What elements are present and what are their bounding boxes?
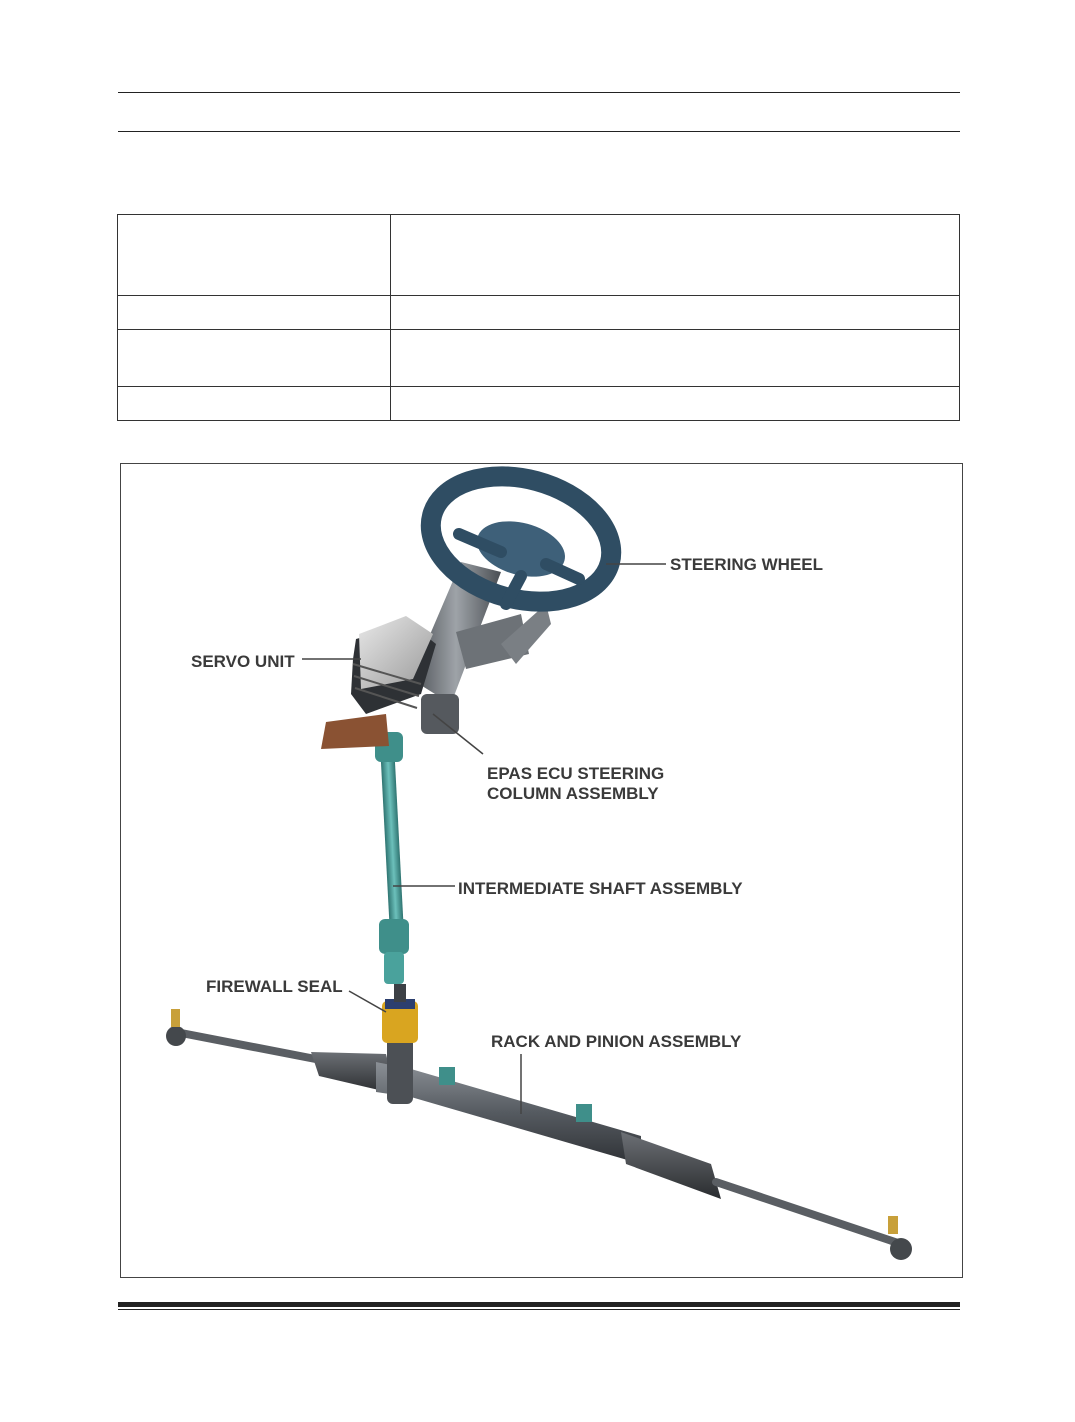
table-cell bbox=[118, 330, 391, 387]
label-rack-pinion: RACK AND PINION ASSEMBLY bbox=[491, 1032, 742, 1051]
label-epas-line2: COLUMN ASSEMBLY bbox=[487, 784, 659, 803]
table-cell bbox=[118, 296, 391, 330]
header-rule-bottom bbox=[118, 131, 960, 132]
label-firewall-seal: FIREWALL SEAL bbox=[206, 977, 343, 996]
mounting-bracket bbox=[321, 714, 389, 749]
header-rule-top bbox=[118, 92, 960, 93]
label-intermediate-shaft: INTERMEDIATE SHAFT ASSEMBLY bbox=[458, 879, 743, 898]
label-servo-unit: SERVO UNIT bbox=[191, 652, 295, 671]
table-cell bbox=[391, 330, 960, 387]
table-row bbox=[118, 296, 960, 330]
table-row bbox=[118, 215, 960, 296]
table-row bbox=[118, 387, 960, 421]
label-epas-line1: EPAS ECU STEERING bbox=[487, 764, 665, 783]
label-steering-wheel: STEERING WHEEL bbox=[670, 555, 824, 574]
steering-system-figure bbox=[120, 463, 963, 1278]
table-cell bbox=[391, 296, 960, 330]
table-cell bbox=[391, 387, 960, 421]
footer-rule-thin bbox=[118, 1309, 960, 1310]
firewall-seal bbox=[382, 984, 418, 1043]
table-cell bbox=[118, 387, 391, 421]
steering-diagram bbox=[121, 464, 964, 1279]
table-cell bbox=[391, 215, 960, 296]
table-row bbox=[118, 330, 960, 387]
table-cell bbox=[118, 215, 391, 296]
footer-rule-thick bbox=[118, 1302, 960, 1307]
intermediate-shaft-assembly bbox=[375, 732, 409, 984]
spec-table bbox=[117, 214, 960, 421]
